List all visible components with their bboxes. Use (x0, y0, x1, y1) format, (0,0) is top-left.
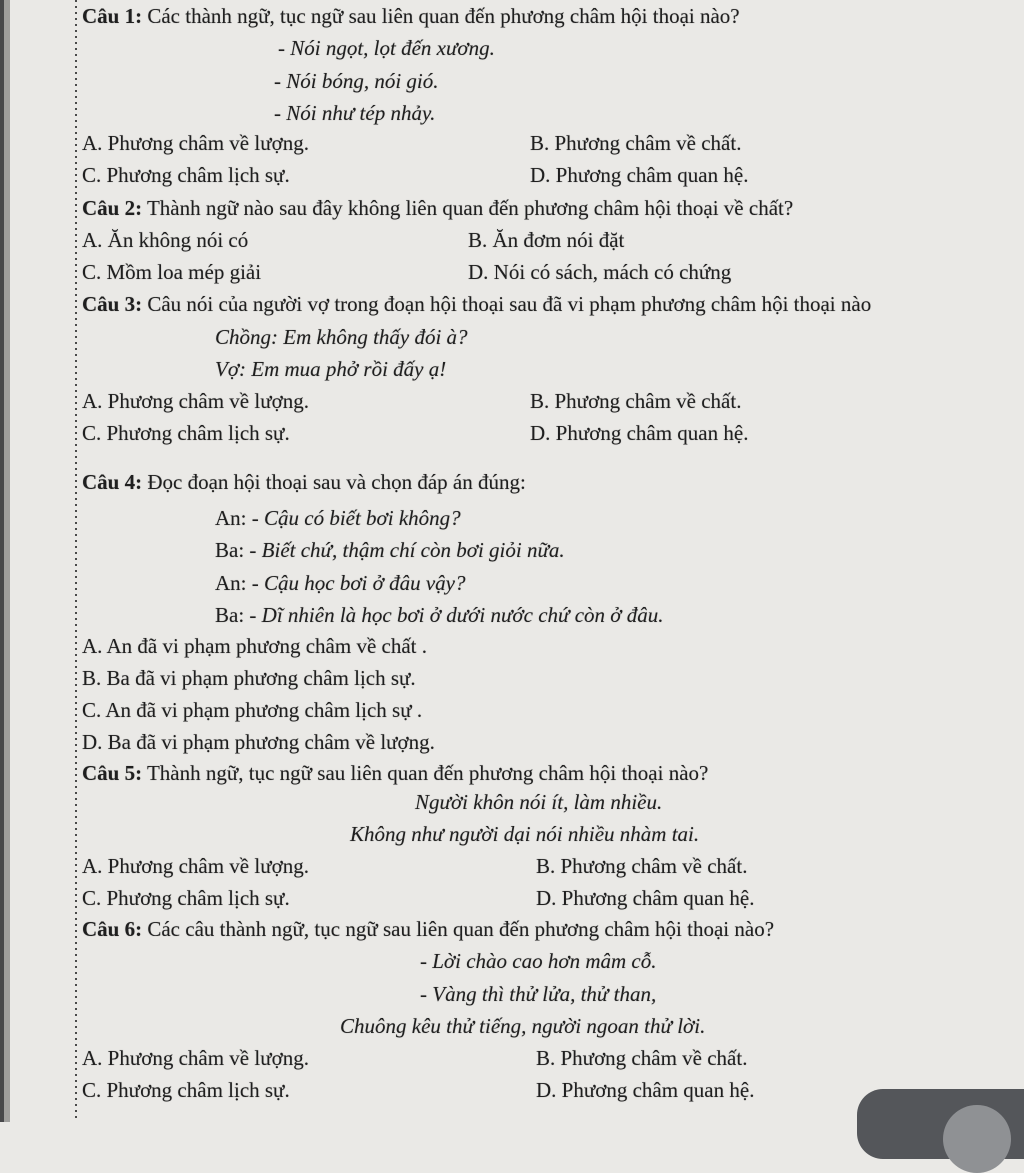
option-c: C. Phương châm lịch sự. (82, 886, 290, 910)
options-row (82, 417, 1024, 449)
question-text: Các thành ngữ, tục ngữ sau liên quan đến phương châm hội thoại nào? (142, 4, 740, 28)
dialogue-line (215, 567, 465, 599)
text-boundary-dotted-line (75, 0, 77, 1122)
option-d: D. Phương châm quan hệ. (530, 163, 749, 187)
idiom-line: - Nói bóng, nói gió. (274, 69, 439, 93)
dialogue-speaker: An: (215, 506, 247, 530)
dialogue-line (215, 599, 664, 631)
option-d: D. Phương châm quan hệ. (536, 1078, 755, 1102)
question-heading (82, 0, 740, 32)
question-text: Câu nói của người vợ trong đoạn hội thoại sau đã vi phạm phương châm hội thoại nào (142, 292, 872, 316)
idiom-line: Người khôn nói ít, làm nhiều. (415, 790, 663, 814)
option-d: D. Ba đã vi phạm phương châm về lượng. (82, 730, 435, 754)
option-b: B. Ba đã vi phạm phương châm lịch sự. (82, 666, 416, 690)
question-number: Câu 3: (82, 292, 143, 316)
dialogue-line: Chồng: Em không thấy đói à? (215, 325, 468, 349)
dialogue-text: - Dĩ nhiên là học bơi ở dưới nước chứ còn ở đâu. (244, 603, 664, 627)
option-c: C. Phương châm lịch sự. (82, 163, 290, 187)
options-row (82, 224, 1024, 256)
idiom-line: Không như người dại nói nhiều nhàm tai. (350, 822, 700, 846)
options-row (82, 127, 1024, 159)
idiom-line: Chuông kêu thử tiếng, người ngoan thử lời. (340, 1014, 706, 1038)
question-number: Câu 2: (82, 196, 143, 220)
options-row (82, 256, 1024, 288)
option-b: B. Phương châm về chất. (536, 854, 748, 878)
idiom-line: - Vàng thì thử lửa, thử than, (420, 982, 657, 1006)
option-d: D. Phương châm quan hệ. (530, 421, 749, 445)
dialogue-speaker: Ba: (215, 538, 245, 562)
option-c: C. Phương châm lịch sự. (82, 421, 290, 445)
option-b: B. Phương châm về chất. (536, 1046, 748, 1070)
question-text: Thành ngữ, tục ngữ sau liên quan đến phương châm hội thoại nào? (142, 761, 709, 785)
question-heading (82, 913, 774, 945)
option-d: D. Phương châm quan hệ. (536, 886, 755, 910)
option-b: B. Ăn đơm nói đặt (468, 228, 625, 252)
floating-action-icon[interactable] (943, 1105, 1011, 1173)
question-text: Thành ngữ nào sau đây không liên quan đến phương châm hội thoại về chất? (142, 196, 794, 220)
question-text: Đọc đoạn hội thoại sau và chọn đáp án đúng: (142, 470, 526, 494)
option-a: A. Phương châm về lượng. (82, 854, 309, 878)
option-b: B. Phương châm về chất. (530, 131, 742, 155)
question-heading (82, 466, 526, 498)
option-a: A. Phương châm về lượng. (82, 131, 309, 155)
question-heading (82, 192, 793, 224)
question-heading (82, 288, 871, 320)
option-c: C. Mồm loa mép giải (82, 260, 262, 284)
idiom-line: - Lời chào cao hơn mâm cỗ. (420, 949, 657, 973)
dialogue-line (215, 534, 565, 566)
idiom-line: - Nói ngọt, lọt đến xương. (278, 36, 495, 60)
question-number: Câu 5: (82, 761, 143, 785)
dialogue-line (215, 502, 461, 534)
option-a: A. Phương châm về lượng. (82, 1046, 309, 1070)
question-number: Câu 1: (82, 4, 143, 28)
question-text: Các câu thành ngữ, tục ngữ sau liên quan đến phương châm hội thoại nào? (142, 917, 775, 941)
option-c: C. Phương châm lịch sự. (82, 1078, 290, 1102)
dialogue-text: - Cậu học bơi ở đâu vậy? (246, 571, 466, 595)
option-a: A. Ăn không nói có (82, 228, 249, 252)
dialogue-speaker: An: (215, 571, 247, 595)
option-b: B. Phương châm về chất. (530, 389, 742, 413)
question-number: Câu 4: (82, 470, 143, 494)
options-row (82, 159, 1024, 191)
dialogue-speaker: Ba: (215, 603, 245, 627)
option-a: A. Phương châm về lượng. (82, 389, 309, 413)
option-c: C. An đã vi phạm phương châm lịch sự . (82, 698, 423, 722)
option-a: A. An đã vi phạm phương châm về chất . (82, 634, 427, 658)
dialogue-text: - Biết chứ, thậm chí còn bơi giỏi nữa. (244, 538, 565, 562)
options-row (82, 1042, 1024, 1074)
dialogue-text: - Cậu có biết bơi không? (246, 506, 461, 530)
option-d: D. Nói có sách, mách có chứng (468, 260, 732, 284)
question-number: Câu 6: (82, 917, 143, 941)
dialogue-line: Vợ: Em mua phở rồi đấy ạ! (215, 357, 447, 381)
left-edge-border-light (4, 0, 10, 1122)
question-heading (82, 757, 708, 789)
options-row (82, 882, 1024, 914)
idiom-line: - Nói như tép nhảy. (274, 101, 436, 125)
options-row (82, 385, 1024, 417)
options-row (82, 850, 1024, 882)
